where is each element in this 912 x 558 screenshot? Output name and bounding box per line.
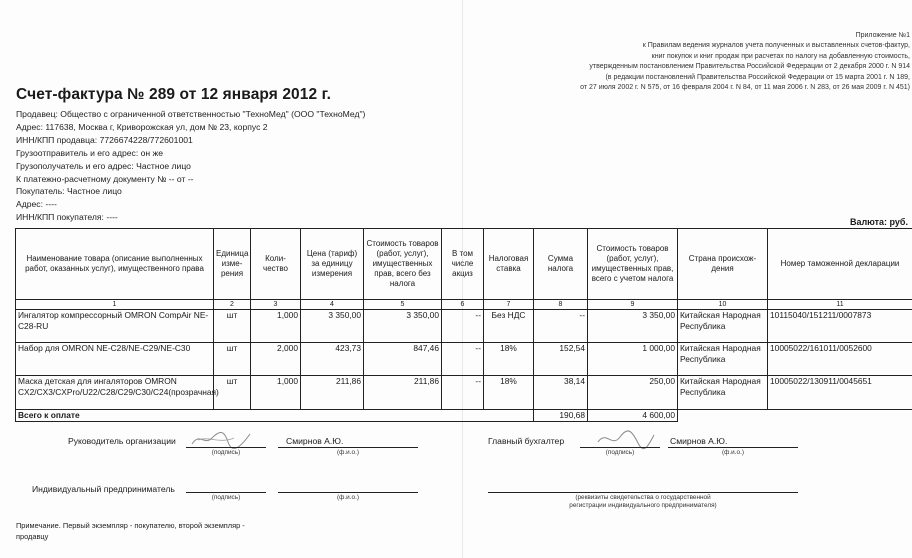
accountant-name-line xyxy=(668,447,798,448)
accountant-signature-line xyxy=(580,447,660,448)
registration-line xyxy=(488,492,798,493)
seller: Продавец: Общество с ограниченной ответственностью "ТехноМед" (ООО "ТехноМед") xyxy=(16,109,366,119)
annex-line: книг покупок и книг продаж при расчетах по налогу на добавленную стоимость, xyxy=(651,52,910,60)
shipper: Грузоотправитель и его адрес: он же xyxy=(16,147,164,158)
column-number: 2 xyxy=(214,300,251,310)
item-qty: 1,000 xyxy=(251,310,301,343)
item-cost-no-tax: 847,46 xyxy=(364,343,442,376)
col-header: Наименование товара (описание выполненных работ, оказанных услуг), имущественного права xyxy=(16,229,214,300)
item-unit: шт xyxy=(214,343,251,376)
annex-line: утвержденным постановлением Правительства Российской Федерации от 2 декабря 2000 г. N 914 xyxy=(589,63,910,71)
invoice-title: Счет-фактура № 289 от 12 января 2012 г. xyxy=(16,86,332,103)
head-name-line xyxy=(278,447,418,448)
item-tax: 38,14 xyxy=(534,376,588,410)
col-header: Стоимость товаров (работ, услуг), имущественных прав, всего с учетом налога xyxy=(588,229,678,300)
item-declaration: 10115040/151211/0007873 xyxy=(768,310,912,343)
entrepreneur-fio-caption: (ф.и.о.) xyxy=(337,494,359,501)
item-unit: шт xyxy=(214,310,251,343)
annex-line: к Правилам ведения журналов учета полученных и выставленных счетов-фактур, xyxy=(642,42,910,50)
head-signature-line xyxy=(186,447,266,448)
column-number: 10 xyxy=(678,300,768,310)
item-excise: -- xyxy=(442,376,484,410)
total-row xyxy=(16,410,912,422)
table-row xyxy=(16,310,912,343)
head-label: Руководитель организации xyxy=(68,436,176,446)
head-signature-caption: (подпись) xyxy=(211,449,241,456)
item-tax-rate: 18% xyxy=(484,376,534,410)
total-blank xyxy=(678,410,912,422)
column-number: 9 xyxy=(588,300,678,310)
head-name: Смирнов А.Ю. xyxy=(286,436,344,446)
column-number: 7 xyxy=(484,300,534,310)
item-tax-rate: Без НДС xyxy=(484,310,534,343)
buyer-address: Адрес: ---- xyxy=(16,199,57,210)
annex-block xyxy=(510,31,910,93)
item-cost-no-tax: 3 350,00 xyxy=(364,310,442,343)
registration-caption-line: регистрации индивидуального предпринимателя) xyxy=(569,502,717,509)
col-header: Страна происхож-дения xyxy=(678,229,768,300)
total-cost-with-tax: 4 600,00 xyxy=(588,410,678,422)
item-cost-with-tax: 250,00 xyxy=(588,376,678,410)
column-number: 4 xyxy=(301,300,364,310)
footnote-line: Примечание. Первый экземпляр - покупателю, второй экземпляр - xyxy=(16,521,245,530)
col-header: Единица изме-рения xyxy=(214,229,251,300)
total-tax: 190,68 xyxy=(534,410,588,422)
col-header: Налоговая ставка xyxy=(484,229,534,300)
accountant-signature-caption: (подпись) xyxy=(605,449,635,456)
currency-label: Валюта: руб. xyxy=(849,217,908,227)
table-header-row xyxy=(16,229,912,300)
table-row xyxy=(16,376,912,410)
invoice-table xyxy=(15,228,912,422)
col-header: Стоимость товаров (работ, услуг), имущественных прав, всего без налога xyxy=(364,229,442,300)
seller-inn: ИНН/КПП продавца: 7726674228/772601001 xyxy=(16,134,193,145)
item-price: 3 350,00 xyxy=(301,310,364,343)
column-number: 11 xyxy=(768,300,912,310)
item-price: 211,86 xyxy=(301,376,364,410)
item-qty: 2,000 xyxy=(251,343,301,376)
item-cost-with-tax: 1 000,00 xyxy=(588,343,678,376)
col-header: Коли-чество xyxy=(251,229,301,300)
total-label: Всего к оплате xyxy=(16,410,534,422)
col-header: Номер таможенной декларации xyxy=(768,229,912,300)
item-name: Набор для OMRON NE-C28/NE-C29/NE-C30 xyxy=(16,343,214,376)
item-declaration: 10005022/130911/0045651 xyxy=(768,376,912,410)
item-declaration: 10005022/161011/0052600 xyxy=(768,343,912,376)
accountant-fio-caption: (ф.и.о.) xyxy=(722,449,744,456)
item-qty: 1,000 xyxy=(251,376,301,410)
buyer-inn: ИНН/КПП покупателя: ---- xyxy=(16,212,118,223)
column-number: 1 xyxy=(16,300,214,310)
column-number: 8 xyxy=(534,300,588,310)
col-header: Цена (тариф) за единицу измерения xyxy=(301,229,364,300)
item-name: Маска детская для ингаляторов OMRON CX2/CX3/CXPro/U22/C28/C29/C30/C24(прозрачная) xyxy=(16,376,214,410)
head-fio-caption: (ф.и.о.) xyxy=(337,449,359,456)
item-excise: -- xyxy=(442,343,484,376)
item-tax: -- xyxy=(534,310,588,343)
footnote xyxy=(16,520,245,542)
entrepreneur-name-line xyxy=(278,492,418,493)
accountant-label: Главный бухгалтер xyxy=(488,436,565,446)
item-tax-rate: 18% xyxy=(484,343,534,376)
col-header: Сумма налога xyxy=(534,229,588,300)
annex-line: (в редакции постановлений Правительства Российской Федерации от 15 марта 2001 г. N 189, xyxy=(605,73,910,81)
item-country: Китайская Народная Республика xyxy=(678,376,768,410)
item-price: 423,73 xyxy=(301,343,364,376)
entrepreneur-signature-line xyxy=(186,492,266,493)
invoice-header-details xyxy=(16,108,365,224)
item-country: Китайская Народная Республика xyxy=(678,310,768,343)
registration-caption xyxy=(488,494,798,510)
consignee: Грузополучатель и его адрес: Частное лицо xyxy=(16,160,191,171)
seller-address: Адрес: 117638, Москва г, Криворожская ул, дом № 23, корпус 2 xyxy=(16,121,268,132)
registration-caption-line: (реквизиты свидетельства о государственной xyxy=(575,494,711,501)
entrepreneur-signature-caption: (подпись) xyxy=(211,494,241,501)
annex-line: от 27 июля 2002 г. N 575, от 16 февраля 2004 г. N 84, от 11 мая 2006 г. N 283, от 26 мая 2009 г. N 451) xyxy=(580,84,910,92)
column-number: 5 xyxy=(364,300,442,310)
item-country: Китайская Народная Республика xyxy=(678,343,768,376)
item-name: Ингалятор компрессорный OMRON CompAir NE-C28-RU xyxy=(16,310,214,343)
accountant-name: Смирнов А.Ю. xyxy=(670,436,728,446)
entrepreneur-label: Индивидуальный предприниматель xyxy=(32,484,175,494)
item-unit: шт xyxy=(214,376,251,410)
item-excise: -- xyxy=(442,310,484,343)
table-row xyxy=(16,343,912,376)
column-number: 3 xyxy=(251,300,301,310)
footnote-line: продавцу xyxy=(16,532,49,541)
column-number: 6 xyxy=(442,300,484,310)
annex-line: Приложение №1 xyxy=(855,32,910,39)
col-header: В том числе акциз xyxy=(442,229,484,300)
column-number-row xyxy=(16,300,912,310)
item-tax: 152,54 xyxy=(534,343,588,376)
item-cost-no-tax: 211,86 xyxy=(364,376,442,410)
payment-document: К платежно-расчетному документу № -- от -- xyxy=(16,173,194,184)
item-cost-with-tax: 3 350,00 xyxy=(588,310,678,343)
buyer: Покупатель: Частное лицо xyxy=(16,186,122,197)
